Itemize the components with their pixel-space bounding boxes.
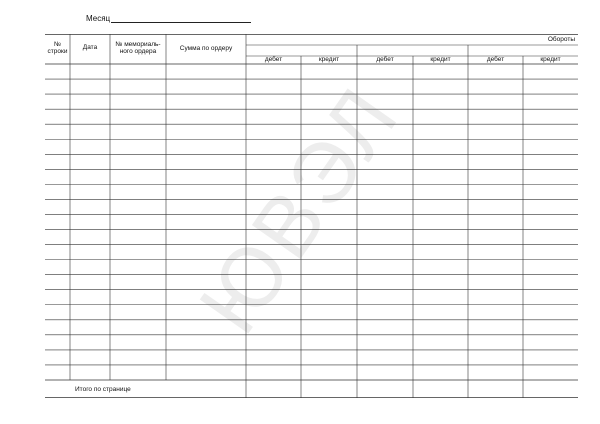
- header-row-number: № строки: [47, 40, 68, 55]
- subheader-debit-3: дебет: [486, 56, 505, 64]
- header-memorial-order: № мемориаль- ного ордера: [115, 40, 161, 55]
- month-label: Месяц: [86, 14, 111, 23]
- header-date: Дата: [82, 44, 98, 52]
- footer-total-label: Итого по странице: [75, 386, 131, 393]
- subheader-debit-2: дебет: [376, 56, 394, 64]
- subheader-credit-3: кредит: [540, 56, 561, 64]
- ledger-table: [45, 34, 578, 398]
- table-grid: [45, 34, 578, 398]
- month-input-line[interactable]: [111, 14, 251, 23]
- header-order-sum: Сумма по ордеру: [179, 45, 233, 52]
- header-turnover: Обороты: [547, 35, 575, 43]
- watermark: ЮВЭЛ: [181, 69, 418, 351]
- subheader-credit-1: кредит: [318, 56, 340, 64]
- subheader-debit-1: дебет: [264, 56, 283, 64]
- month-field: [86, 14, 251, 23]
- subheader-credit-2: кредит: [430, 56, 451, 64]
